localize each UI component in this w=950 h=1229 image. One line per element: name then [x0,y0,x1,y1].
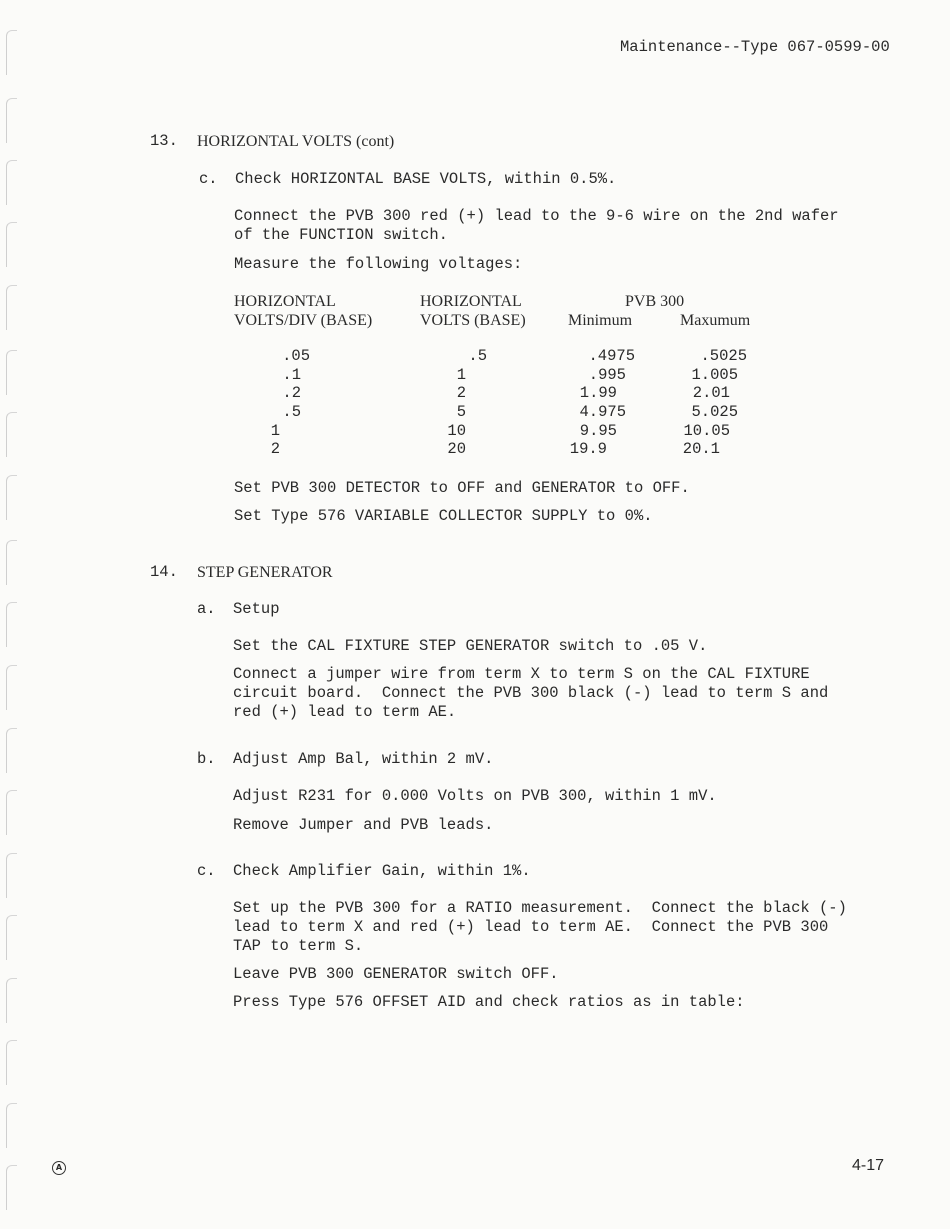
table-cell-vdiv: .1 [282,366,301,384]
table-cell-min: 1.99 [579,384,617,402]
step-14c-text: Press Type 576 OFFSET AID and check ratios as in table: [233,993,745,1011]
step-13c-measure-text: Measure the following voltages: [234,255,523,273]
table-cell-max: .5025 [700,347,747,365]
step-14a-heading: Setup [233,600,280,618]
table-cell-volts: 1 [456,366,466,384]
step-13c-detector-text: Set PVB 300 DETECTOR to OFF and GENERATOR to OFF. [234,479,690,497]
step-14a-text-line: Connect a jumper wire from term X to term S on the CAL FIXTURE [233,665,810,683]
running-header: Maintenance--Type 067-0599-00 [620,38,890,56]
step-14a-text-line: red (+) lead to term AE. [233,703,457,721]
table-header-volts-line2: VOLTS (BASE) [420,312,526,329]
table-cell-volts: .5 [468,347,487,365]
table-cell-min: 9.95 [579,422,617,440]
step-13c-supply-text: Set Type 576 VARIABLE COLLECTOR SUPPLY to 0%. [234,507,653,525]
table-cell-min: .995 [588,366,626,384]
step-14c-heading: Check Amplifier Gain, within 1%. [233,862,531,880]
step-14a-text: Set the CAL FIXTURE STEP GENERATOR switch to .05 V. [233,637,708,655]
table-header-maximum: Maxumum [680,312,751,329]
section-13-number: 13. [150,132,178,150]
table-header-vdiv-line1: HORIZONTAL [234,293,336,310]
step-14b-text: Adjust R231 for 0.000 Volts on PVB 300, within 1 mV. [233,787,717,805]
table-cell-vdiv: 2 [270,440,280,458]
step-14c-text-line: TAP to term S. [233,937,364,955]
table-cell-max: 2.01 [692,384,730,402]
table-cell-volts: 5 [456,403,466,421]
table-header-pvb: PVB 300 [625,293,685,310]
step-13c-heading: Check HORIZONTAL BASE VOLTS, within 0.5%. [235,170,617,188]
table-cell-vdiv: .5 [282,403,301,421]
step-14b-text: Remove Jumper and PVB leads. [233,816,494,834]
step-14c-text: Leave PVB 300 GENERATOR switch OFF. [233,965,559,983]
step-14c-text-line: Set up the PVB 300 for a RATIO measurement. Connect the black (-) [233,899,847,917]
section-14-number: 14. [150,563,178,581]
section-13-title: HORIZONTAL VOLTS (cont) [197,133,395,150]
step-14c-text-line: lead to term X and red (+) lead to term AE. Connect the PVB 300 [233,918,829,936]
section-14-title: STEP GENERATOR [197,564,333,581]
page-number: 4-17 [852,1157,885,1174]
table-cell-vdiv: .05 [282,347,310,365]
table-header-minimum: Minimum [568,312,633,329]
step-14a-text-line: circuit board. Connect the PVB 300 black (-) lead to term S and [233,684,829,702]
tektronix-logo-icon: A [52,1161,66,1175]
step-13c-instruction-line: Connect the PVB 300 red (+) lead to the 9-6 wire on the 2nd wafer [234,207,839,225]
step-14a-letter: a. [197,600,216,618]
table-header-volts-line1: HORIZONTAL [420,293,522,310]
step-13c-instruction-line: of the FUNCTION switch. [234,226,448,244]
step-14c-letter: c. [197,862,216,880]
table-cell-min: .4975 [588,347,635,365]
table-cell-max: 5.025 [691,403,738,421]
step-13c-letter: c. [199,170,218,188]
table-cell-max: 20.1 [682,440,720,458]
table-cell-max: 10.05 [683,422,730,440]
table-cell-volts: 10 [447,422,466,440]
table-cell-min: 19.9 [569,440,607,458]
table-cell-max: 1.005 [691,366,738,384]
table-cell-vdiv: .2 [282,384,301,402]
table-cell-vdiv: 1 [270,422,280,440]
table-cell-volts: 20 [447,440,466,458]
table-header-vdiv-line2: VOLTS/DIV (BASE) [234,312,373,329]
step-14b-heading: Adjust Amp Bal, within 2 mV. [233,750,494,768]
table-cell-min: 4.975 [579,403,626,421]
step-14b-letter: b. [197,750,216,768]
table-cell-volts: 2 [456,384,466,402]
